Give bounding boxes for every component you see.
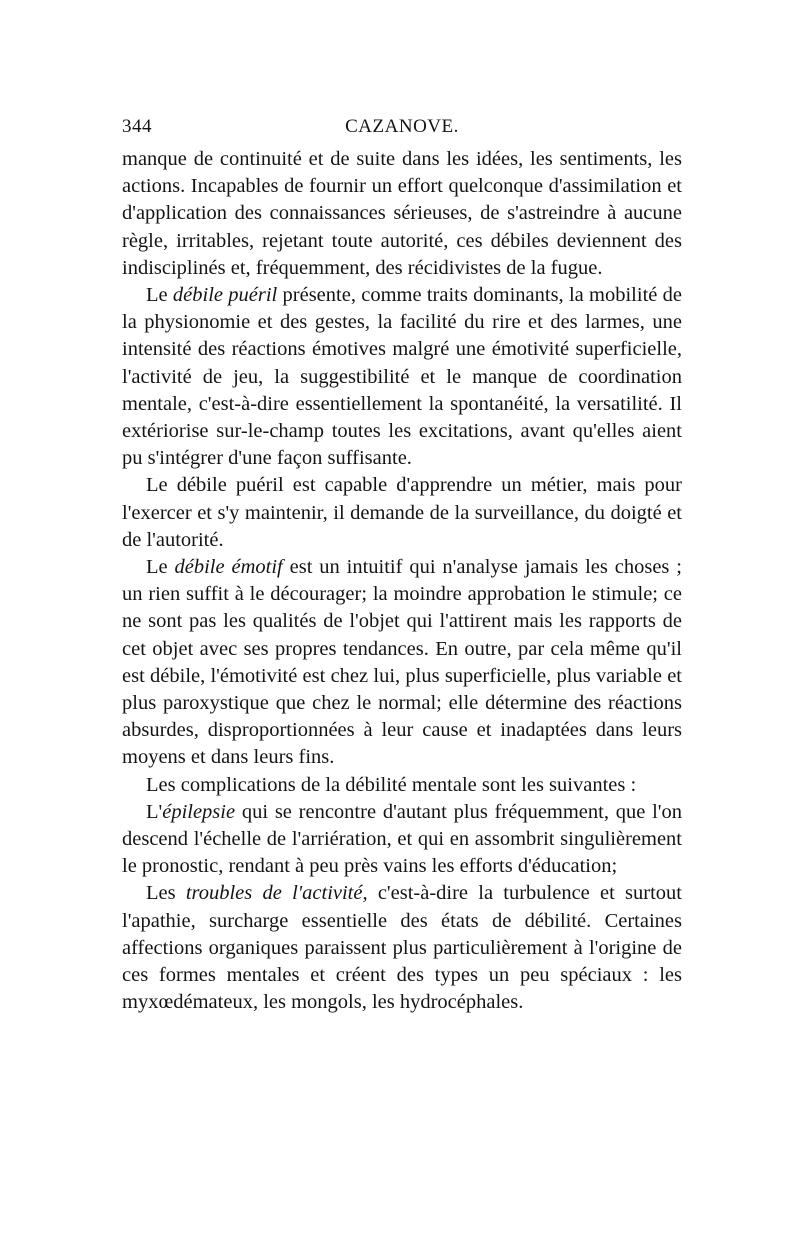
text-run: Le	[146, 556, 175, 579]
body-text	[122, 146, 682, 1017]
paragraph	[122, 772, 682, 799]
paragraph	[122, 554, 682, 772]
text-run: Le débile puéril est capable d'apprendre un métier, mais pour l'exercer et s'y maintenir, il demande de la surveillance, du doigté et de l'autorité.	[122, 474, 682, 551]
text-run: Le	[146, 284, 173, 307]
text-run: c'est-à-dire la turbulence et surtout l'apathie, surcharge essentielle des états de débilité. Certaines affections organiques paraissent plus particulièrement à l'origine de ces formes mentales et créent des types un peu spéciaux : les myxœdémateux, les mongols, les hydrocéphales.	[122, 882, 682, 1014]
text-run: qui se rencontre d'autant plus fréquemment, que l'on descend l'échelle de l'arriération, et qui en assombrit singulièrement le pronostic, rendant à peu près vains les efforts d'éducation;	[122, 800, 682, 878]
page-number: 344	[122, 116, 152, 137]
book-page	[122, 112, 682, 1017]
paragraph	[122, 472, 682, 554]
text-run: Les	[146, 882, 186, 905]
italic-term: troubles de l'activité,	[185, 882, 368, 905]
text-run: présente, comme traits dominants, la mobilité de la physionomie et des gestes, la facilité du rire et des larmes, une intensité des réactions émotives malgré une émotivité superficielle, l'activité de jeu, la suggestibilité et le manque de coordination mentale, c'est-à-dire essentiellement la spontanéité, la versatilité. Il extériorise sur-le-champ toutes les excitations, avant qu'elles aient pu s'intégrer d'une façon suffisante.	[122, 284, 682, 470]
text-run: est un intuitif qui n'analyse jamais les choses ; un rien suffit à le décourager; la moindre approbation le stimule; ce ne sont pas les qualités de l'objet qui l'attirent mais les rapports de cet objet avec ses propres tendances. En outre, par cela même qu'il est débile, l'émotivité est chez lui, plus superficielle, plus variable et plus paroxystique que chez le normal; elle détermine des réactions absurdes, disproportionnées à leur cause et inadaptées dans leurs moyens et dans leurs fins.	[122, 556, 682, 769]
paragraph	[122, 799, 682, 881]
italic-term: débile puéril	[172, 284, 278, 307]
text-run: Les complications de la débilité mentale sont les suivantes :	[146, 773, 637, 796]
paragraph	[122, 146, 682, 282]
italic-term: épilepsie	[162, 800, 236, 823]
paragraph	[122, 880, 682, 1016]
running-title: CAZANOVE.	[345, 116, 459, 137]
paragraph	[122, 282, 682, 472]
text-run: manque de continuité et de suite dans les idées, les sentiments, les actions. Incapables de fournir un effort quelconque d'assimilation et d'application des connaissances sérieuses, de s'astreindre à aucune règle, irritables, rejetant toute autorité, ces débiles deviennent des indisciplinés et, fréquemment, des récidivistes de la fugue.	[122, 148, 682, 279]
running-head	[122, 112, 682, 146]
text-run: L'	[146, 800, 163, 823]
italic-term: débile émotif	[174, 556, 283, 579]
